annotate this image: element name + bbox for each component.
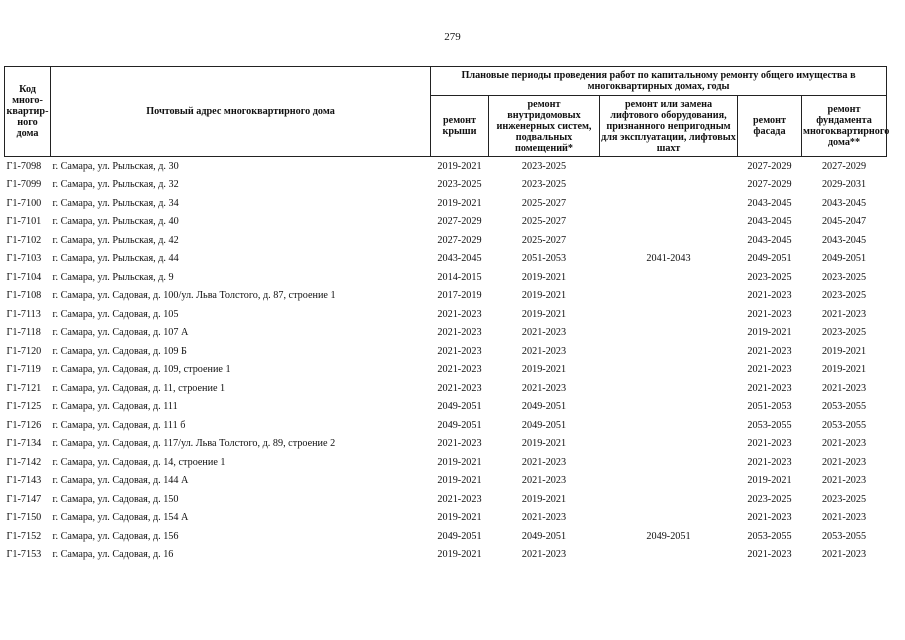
- cell-lift: [600, 324, 738, 343]
- cell-foundation: 2021-2023: [821, 382, 867, 394]
- cell-foundation: 2021-2023: [821, 438, 867, 450]
- table-row: [5, 287, 887, 306]
- table-row: [5, 361, 887, 380]
- cell-systems: 2025-2027: [521, 216, 567, 228]
- table-row: [5, 416, 887, 435]
- cell-address: г. Самара, ул. Садовая, д. 100/ул. Льва Толстого, д. 87, строение 1: [52, 290, 336, 302]
- cell-roof: 2049-2051: [437, 401, 482, 413]
- cell-address: г. Самара, ул. Рыльская, д. 40: [52, 216, 179, 228]
- cell-systems: 2019-2021: [521, 271, 567, 283]
- cell-systems: 2021-2023: [521, 456, 567, 468]
- cell-address: г. Самара, ул. Садовая, д. 117/ул. Льва Толстого, д. 89, строение 2: [52, 438, 336, 450]
- header-systems: ремонт внутридомовых инженерных систем, подвальных помещений*: [489, 96, 600, 157]
- cell-systems: 2023-2025: [521, 179, 567, 191]
- cell-address: г. Самара, ул. Садовая, д. 156: [52, 530, 179, 542]
- cell-code: Г1-7119: [6, 364, 41, 376]
- cell-code: Г1-7104: [6, 271, 42, 283]
- cell-lift: [600, 490, 738, 509]
- cell-lift: [600, 361, 738, 380]
- cell-foundation: 2043-2045: [821, 197, 867, 209]
- header-foundation: ремонт фундамента многоквартирного дома**: [802, 96, 887, 157]
- table-row: [5, 268, 887, 287]
- cell-code: Г1-7120: [6, 345, 42, 357]
- cell-foundation: 2043-2045: [821, 234, 867, 246]
- cell-systems: 2021-2023: [521, 382, 567, 394]
- cell-facade: 2021-2023: [747, 364, 792, 376]
- cell-facade: 2021-2023: [747, 308, 792, 320]
- cell-address: г. Самара, ул. Рыльская, д. 30: [52, 160, 179, 172]
- table-row: [5, 453, 887, 472]
- cell-code: Г1-7121: [6, 382, 42, 394]
- cell-foundation: 2023-2025: [821, 493, 867, 505]
- cell-foundation: 2049-2051: [821, 253, 867, 265]
- cell-foundation: 2023-2025: [821, 290, 867, 302]
- cell-foundation: 2053-2055: [821, 530, 867, 542]
- cell-facade: 2023-2025: [747, 271, 792, 283]
- cell-lift: [600, 472, 738, 491]
- cell-lift: [600, 305, 738, 324]
- cell-systems: 2049-2051: [521, 401, 567, 413]
- cell-foundation: 2023-2025: [821, 327, 867, 339]
- cell-roof: 2019-2021: [437, 475, 482, 487]
- cell-systems: 2019-2021: [521, 308, 567, 320]
- table-header: [5, 67, 890, 157]
- table-row: [5, 324, 887, 343]
- table-row: [5, 490, 887, 509]
- table-row: [5, 546, 887, 565]
- cell-foundation: 2029-2031: [821, 179, 867, 191]
- cell-roof: 2027-2029: [437, 216, 482, 228]
- cell-code: Г1-7108: [6, 290, 42, 302]
- cell-facade: 2021-2023: [747, 345, 792, 357]
- table-row: [5, 194, 887, 213]
- table-row: [5, 379, 887, 398]
- cell-address: г. Самара, ул. Рыльская, д. 44: [52, 253, 179, 265]
- capital-repair-schedule-table: [4, 66, 890, 564]
- cell-roof: 2021-2023: [437, 327, 482, 339]
- cell-code: Г1-7126: [6, 419, 42, 431]
- header-facade: ремонт фасада: [738, 96, 802, 157]
- cell-address: г. Самара, ул. Садовая, д. 109, строение 1: [52, 364, 231, 376]
- cell-roof: 2021-2023: [437, 382, 482, 394]
- table-row: [5, 231, 887, 250]
- cell-systems: 2019-2021: [521, 364, 567, 376]
- cell-facade: 2043-2045: [747, 234, 792, 246]
- cell-facade: 2021-2023: [747, 456, 792, 468]
- cell-foundation: 2045-2047: [821, 216, 867, 228]
- cell-lift: [600, 231, 738, 250]
- cell-systems: 2025-2027: [521, 197, 567, 209]
- table-row: [5, 435, 887, 454]
- cell-facade: 2023-2025: [747, 493, 792, 505]
- cell-lift: [600, 213, 738, 232]
- cell-roof: 2021-2023: [437, 493, 482, 505]
- cell-code: Г1-7102: [6, 234, 42, 246]
- cell-address: г. Самара, ул. Садовая, д. 144 А: [52, 475, 189, 487]
- cell-systems: 2051-2053: [521, 253, 567, 265]
- cell-code: Г1-7147: [6, 493, 42, 505]
- cell-systems: 2021-2023: [521, 512, 567, 524]
- cell-facade: 2051-2053: [747, 401, 792, 413]
- cell-systems: 2019-2021: [521, 438, 567, 450]
- cell-lift: [600, 435, 738, 454]
- cell-lift: 2049-2051: [646, 530, 691, 542]
- cell-address: г. Самара, ул. Рыльская, д. 34: [52, 197, 179, 209]
- cell-roof: 2014-2015: [437, 271, 482, 283]
- cell-address: г. Самара, ул. Рыльская, д. 32: [52, 179, 179, 191]
- cell-facade: 2043-2045: [747, 216, 792, 228]
- cell-lift: [600, 379, 738, 398]
- cell-roof: 2019-2021: [437, 549, 482, 561]
- cell-code: Г1-7113: [6, 308, 41, 320]
- table-row: [5, 472, 887, 491]
- cell-roof: 2049-2051: [437, 530, 482, 542]
- cell-foundation: 2021-2023: [821, 512, 867, 524]
- cell-lift: [600, 194, 738, 213]
- cell-foundation: 2021-2023: [821, 456, 867, 468]
- cell-lift: [600, 176, 738, 195]
- cell-roof: 2023-2025: [437, 179, 482, 191]
- cell-facade: 2019-2021: [747, 475, 792, 487]
- cell-roof: 2021-2023: [437, 364, 482, 376]
- cell-lift: [600, 287, 738, 306]
- cell-systems: 2021-2023: [521, 345, 567, 357]
- cell-facade: 2021-2023: [747, 438, 792, 450]
- cell-facade: 2021-2023: [747, 290, 792, 302]
- cell-address: г. Самара, ул. Рыльская, д. 9: [52, 271, 174, 283]
- header-lift: ремонт или замена лифтового оборудования, признанного непригодным для эксплуатации, лифтовых шахт: [600, 96, 738, 157]
- header-periods-group: Плановые периоды проведения работ по капитальному ремонту общего имущества в многоквартирных домах, годы: [431, 67, 887, 96]
- cell-facade: 2027-2029: [747, 160, 792, 172]
- cell-facade: 2021-2023: [747, 512, 792, 524]
- cell-lift: [600, 546, 738, 565]
- table-row: [5, 250, 887, 269]
- cell-facade: 2049-2051: [747, 253, 792, 265]
- cell-systems: 2025-2027: [521, 234, 567, 246]
- cell-systems: 2021-2023: [521, 549, 567, 561]
- table-row: [5, 398, 887, 417]
- table-row: [5, 342, 887, 361]
- cell-systems: 2023-2025: [521, 160, 567, 172]
- cell-lift: [600, 509, 738, 528]
- cell-code: Г1-7134: [6, 438, 42, 450]
- cell-address: г. Самара, ул. Садовая, д. 111 б: [52, 419, 186, 431]
- cell-address: г. Самара, ул. Садовая, д. 111: [52, 401, 178, 413]
- cell-systems: 2049-2051: [521, 419, 567, 431]
- cell-lift: 2041-2043: [646, 253, 691, 265]
- cell-code: Г1-7125: [6, 401, 42, 413]
- header-address: Почтовый адрес многоквартирного дома: [51, 67, 431, 157]
- table-body: [5, 157, 887, 565]
- cell-foundation: 2027-2029: [821, 160, 867, 172]
- cell-roof: 2019-2021: [437, 512, 482, 524]
- cell-roof: 2017-2019: [437, 290, 482, 302]
- cell-lift: [600, 453, 738, 472]
- cell-roof: 2049-2051: [437, 419, 482, 431]
- cell-facade: 2053-2055: [747, 419, 792, 431]
- table-row: [5, 509, 887, 528]
- cell-lift: [600, 157, 738, 176]
- cell-foundation: 2019-2021: [821, 345, 867, 357]
- cell-foundation: 2019-2021: [821, 364, 867, 376]
- cell-address: г. Самара, ул. Садовая, д. 150: [52, 493, 179, 505]
- cell-code: Г1-7152: [6, 530, 42, 542]
- cell-code: Г1-7142: [6, 456, 42, 468]
- cell-facade: 2021-2023: [747, 382, 792, 394]
- cell-code: Г1-7100: [6, 197, 42, 209]
- table-row: [5, 527, 887, 546]
- cell-foundation: 2053-2055: [821, 419, 867, 431]
- cell-facade: 2027-2029: [747, 179, 792, 191]
- cell-foundation: 2021-2023: [821, 475, 867, 487]
- cell-foundation: 2021-2023: [821, 549, 867, 561]
- cell-systems: 2019-2021: [521, 290, 567, 302]
- cell-foundation: 2053-2055: [821, 401, 867, 413]
- cell-address: г. Самара, ул. Садовая, д. 107 А: [52, 327, 189, 339]
- page-number: 279: [444, 31, 461, 43]
- cell-code: Г1-7103: [6, 253, 42, 265]
- cell-foundation: 2023-2025: [821, 271, 867, 283]
- table-row: [5, 176, 887, 195]
- cell-address: г. Самара, ул. Садовая, д. 11, строение 1: [52, 382, 226, 394]
- table-row: [5, 305, 887, 324]
- cell-lift: [600, 268, 738, 287]
- cell-code: Г1-7153: [6, 549, 42, 561]
- cell-address: г. Самара, ул. Рыльская, д. 42: [52, 234, 179, 246]
- cell-systems: 2049-2051: [521, 530, 567, 542]
- cell-facade: 2021-2023: [747, 549, 792, 561]
- cell-roof: 2019-2021: [437, 197, 482, 209]
- cell-facade: 2043-2045: [747, 197, 792, 209]
- cell-code: Г1-7150: [6, 512, 42, 524]
- cell-roof: 2019-2021: [437, 160, 482, 172]
- cell-lift: [600, 398, 738, 417]
- cell-code: Г1-7143: [6, 475, 42, 487]
- cell-address: г. Самара, ул. Садовая, д. 16: [52, 549, 174, 561]
- cell-roof: 2043-2045: [437, 253, 482, 265]
- cell-roof: 2021-2023: [437, 308, 482, 320]
- cell-address: г. Самара, ул. Садовая, д. 14, строение 1: [52, 456, 226, 468]
- cell-systems: 2021-2023: [521, 327, 567, 339]
- cell-facade: 2019-2021: [747, 327, 792, 339]
- cell-code: Г1-7098: [6, 160, 42, 172]
- cell-roof: 2021-2023: [437, 438, 482, 450]
- cell-address: г. Самара, ул. Садовая, д. 154 А: [52, 512, 189, 524]
- cell-roof: 2019-2021: [437, 456, 482, 468]
- cell-lift: [600, 416, 738, 435]
- table-row: [5, 157, 887, 176]
- cell-address: г. Самара, ул. Садовая, д. 109 Б: [52, 345, 187, 357]
- cell-code: Г1-7101: [6, 216, 42, 228]
- cell-systems: 2019-2021: [521, 493, 567, 505]
- table-row: [5, 213, 887, 232]
- cell-systems: 2021-2023: [521, 475, 567, 487]
- cell-facade: 2053-2055: [747, 530, 792, 542]
- header-roof: ремонт крыши: [431, 96, 489, 157]
- cell-roof: 2021-2023: [437, 345, 482, 357]
- cell-roof: 2027-2029: [437, 234, 482, 246]
- cell-lift: [600, 342, 738, 361]
- cell-address: г. Самара, ул. Садовая, д. 105: [52, 308, 179, 320]
- cell-code: Г1-7118: [6, 327, 41, 339]
- header-code: Код много-квартир-ного дома: [5, 67, 51, 157]
- cell-code: Г1-7099: [6, 179, 42, 191]
- cell-foundation: 2021-2023: [821, 308, 867, 320]
